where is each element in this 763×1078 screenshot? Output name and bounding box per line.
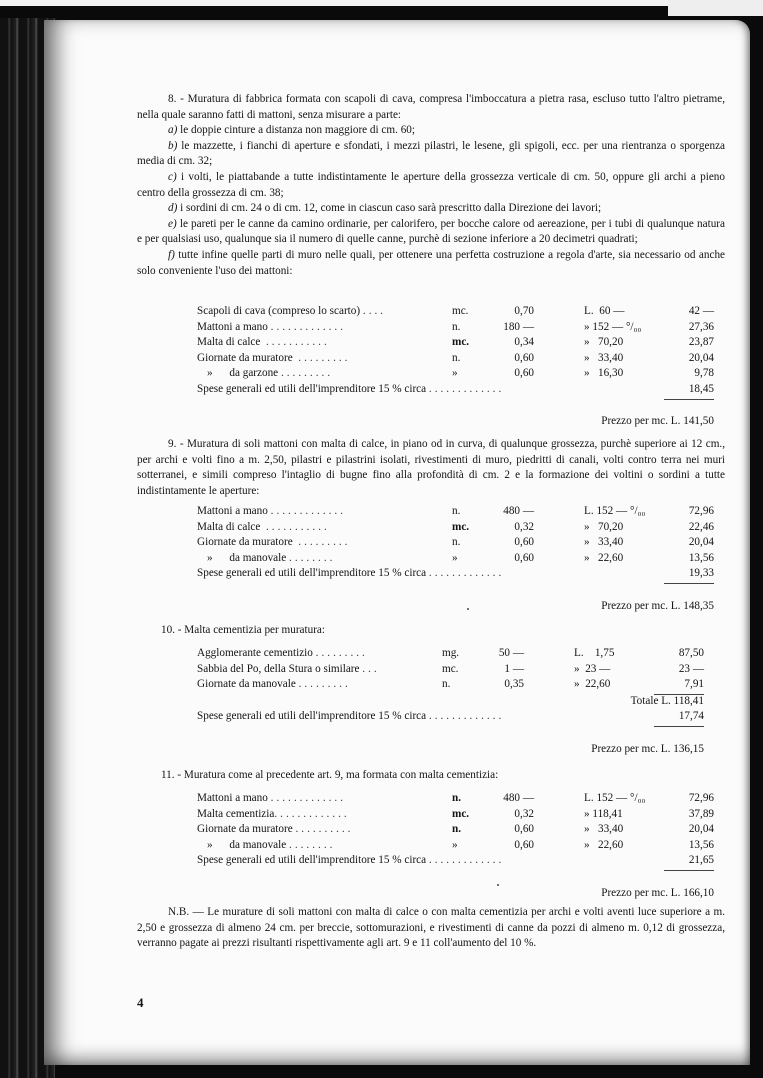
scan-top-edge (0, 0, 763, 6)
article-10-cost-table (197, 647, 704, 758)
article-8-item-b: b) le mazzette, i fianchi di aperture e sfondati, i mezzi pilastri, le lesene, gli spigoli, ecc. per una rientranza o sporgenza media di cm. 32; (137, 139, 725, 168)
table-row: Mattoni a mano ............. n. 480 — L. 152 — °/₀₀ 72,96 (197, 505, 714, 517)
overhead-row: Spese generali ed utili dell'imprenditore 15 % circa ............. 18,45 (197, 382, 714, 395)
table-row: » da manovale ........ » 0,60 » 22,60 13,56 (207, 838, 714, 851)
price-row: Prezzo per mc. L. 141,50 (601, 415, 714, 428)
table-row: Malta di calce ........... mc. 0,34 » 70,20 23,87 (197, 336, 714, 349)
price-row: Prezzo per mc. L. 148,35 (601, 599, 714, 612)
overhead-row: Spese generali ed utili dell'imprenditore 15 % circa ............. 19,33 (197, 567, 714, 580)
overhead-row: Spese generali ed utili dell'imprenditore 15 % circa ............. 21,65 (197, 854, 714, 867)
article-8-item-a: a) le doppie cinture a distanza non maggiore di cm. 60; (168, 124, 415, 137)
table-row: Malta cementizia............. mc. 0,32 » 118,41 37,89 (197, 807, 714, 820)
note-text (137, 905, 725, 952)
article-8-item-e: e) le pareti per le canne da camino ordinarie, per calorifero, per bocche calore od aereazione, per i tubi di qualunque natura e per qualsiasi uso, qualunque sia il numero di quelle canne, purchè di sezione inferiore a 20 decimetri quadrati; (137, 217, 725, 246)
table-row: Malta di calce ........... mc. 0,32 » 70,20 22,46 (197, 520, 714, 533)
article-8-intro: 8. - Muratura di fabbrica formata con scapoli di cava, compresa l'imboccatura a pietra rasa, escluso tutto l'altro pietrame, nella quale saranno fatti di mattoni, senza misurare a parte: (137, 93, 725, 121)
article-8-cost-table (197, 305, 714, 431)
table-row: » da manovale ........ » 0,60 » 22,60 13,56 (207, 551, 714, 564)
scan-top-right-edge (668, 0, 763, 16)
article-11-cost-table (197, 792, 714, 902)
page-number: 4 (137, 995, 144, 1010)
table-row: » da garzone ......... » 0,60 » 16,30 9,78 (207, 367, 714, 380)
article-11-intro: 11. - Muratura come al precedente art. 9, ma formata con malta cementizia: (161, 769, 499, 781)
table-row: Giornate da manovale ......... n. 0,35 » 22,60 7,91 (197, 678, 704, 694)
table-row: Giornate da muratore .......... n. 0,60 » 33,40 20,04 (197, 823, 714, 836)
price-row: Prezzo per mc. L. 136,15 (591, 742, 704, 755)
article-8-item-f: f) tutte infine quelle parti di muro nelle quali, per ottenere una perfetta costruzione a regola d'arte, sia necessario od anche solo conveniente l'uso dei mattoni: (137, 248, 726, 277)
price-row: Prezzo per mc. L. 166,10 (601, 886, 714, 899)
article-8-text (137, 92, 725, 279)
article-8-item-d: d) i sordini di cm. 24 o di cm. 12, come in ciascun caso sarà prescritto dalla Direzione dei lavori; (168, 202, 602, 215)
article-9-cost-table (197, 505, 714, 615)
table-row: Scapoli di cava (compreso lo scarto) .... mc. 0,70 L. 60 — 42 — (197, 305, 714, 317)
note-paragraph: N.B. — Le murature di soli mattoni con malta di calce o con malta cementizia per archi e volti aventi luce superiore a m. 2,50 e grossezza di almeno 24 cm. per breccie, sottomurazioni, e rivestimenti di canne da pozzi di almeno m. 0,12 di grossezza, verranno pagate ai prezzi risultanti rispettivamente agli art. 9 e 11 coll'aumento del 10 %. (137, 906, 725, 950)
overhead-row: Spese generali ed utili dell'imprenditore 15 % circa ............. 17,74 (197, 710, 704, 723)
table-row: Giornate da muratore ......... n. 0,60 » 33,40 20,04 (197, 351, 714, 364)
article-8-item-c: c) i volti, le piattabande a tutte indistintamente le aperture della grossezza verticale di cm. 50, oppure gli archi a pieno centro della grossezza di cm. 38; (137, 170, 725, 199)
scan-speck (467, 608, 469, 610)
article-10-intro: 10. - Malta cementizia per muratura: (161, 624, 326, 636)
article-9-text (137, 437, 725, 499)
table-row: Agglomerante cementizio ......... mg. 50 — L. 1,75 87,50 (197, 647, 704, 659)
scan-speck (497, 884, 499, 886)
table-row: Mattoni a mano ............. n. 180 — » 152 — °/₀₀ 27,36 (197, 320, 714, 333)
table-row: Sabbia del Po, della Stura o similare ... mc. 1 — » 23 — 23 — (197, 662, 704, 675)
subtotal-row: Totale L. 118,41 (630, 694, 704, 707)
table-row: Mattoni a mano ............. n. 480 — L. 152 — °/₀₀ 72,96 (197, 792, 714, 804)
article-9-intro: 9. - Muratura di soli mattoni con malta di calce, in piano od in curva, di qualunque grossezza, purchè superiore ai 12 cm., per archi e volti fino a m. 2,50, pilastri e pilastrini isolati, rivestimenti di muro, piedritti di canali, volti contro terra nei muri sotterranei, e simili compreso l'intaglio di bugne fino alla profondità di cm. 2 e la formazione dei voltini o sordini a tutte indistintamente le aperture: (137, 438, 725, 497)
table-row: Giornate da muratore ......... n. 0,60 » 33,40 20,04 (197, 536, 714, 549)
